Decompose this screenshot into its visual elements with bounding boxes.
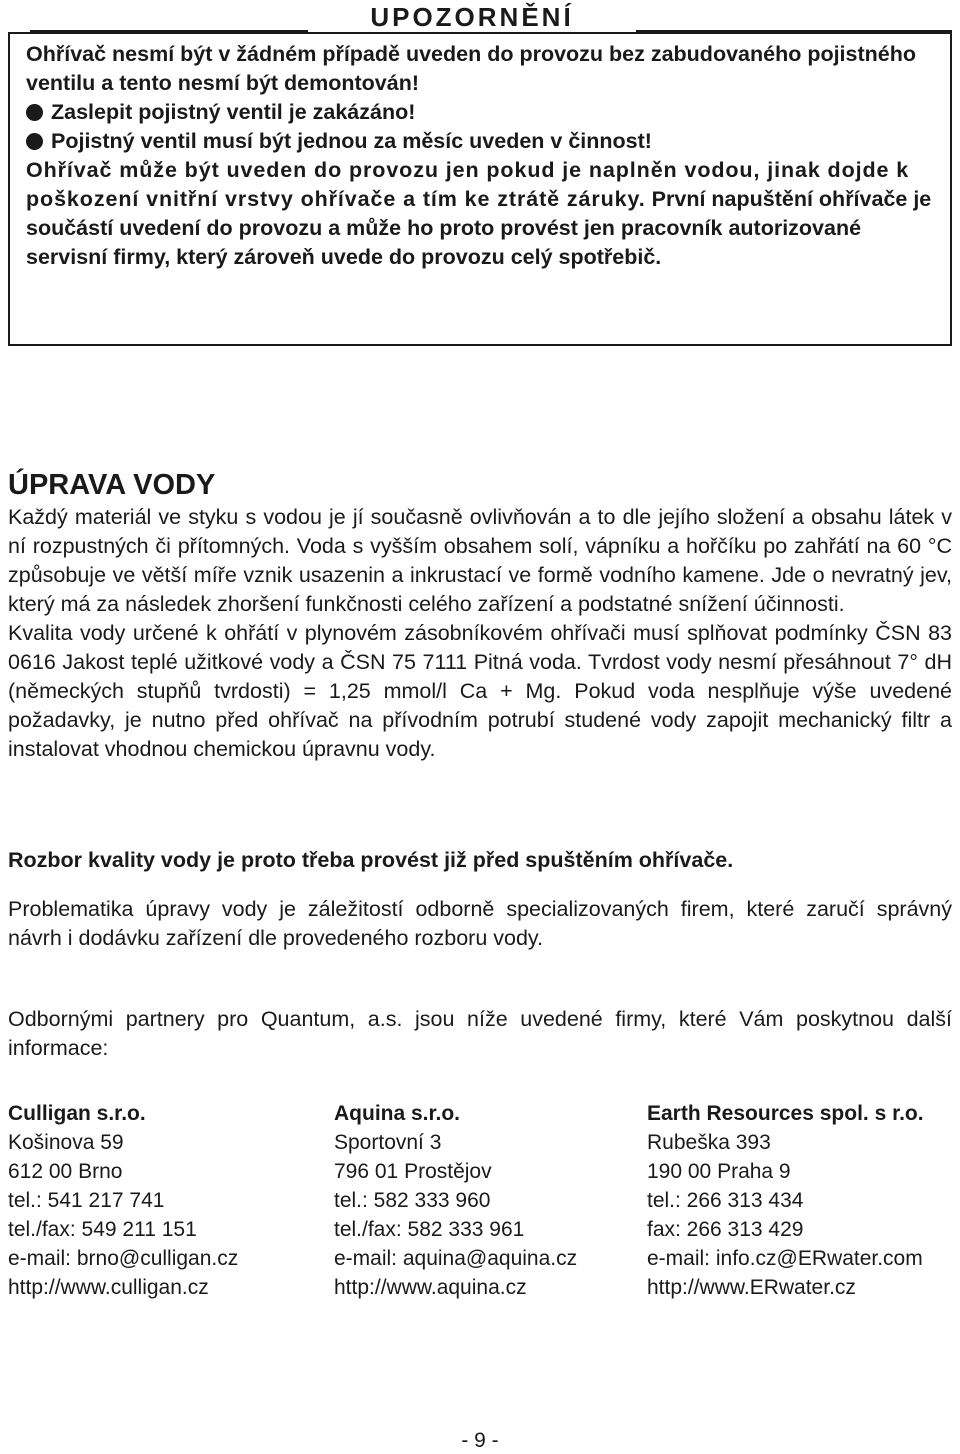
contact-email: e-mail: brno@culligan.cz <box>8 1247 239 1270</box>
warning-bullet-2-text: Pojistný ventil musí být jednou za měsíc uveden v činnost! <box>51 129 652 153</box>
warning-bullet-2 <box>26 127 936 156</box>
paragraph-2: Kvalita vody určené k ohřátí v plynovém zásobníkovém ohřívači musí splňovat podmínky ČSN 83 0616 Jakost teplé užitkové vody a ČSN 75 7111 Pitná voda. Tvrdost vody nesmí přesáhnout 7° dH (německých stupňů tvrdosti) = 1,25 mmol/l Ca + Mg. Pokud voda nesplňuje výše uvedené požadavky, je nutno před ohřívač na přívodním potrubí studené vody zapojit mechanický filtr a instalovat vhodnou chemickou úpravnu vody. <box>8 621 952 761</box>
contact-city: 612 00 Brno <box>8 1160 123 1183</box>
contact-earth-resources <box>647 1099 924 1302</box>
paragraph-4-block <box>8 1005 952 1063</box>
paragraph-4: Odbornými partnery pro Quantum, a.s. jsou níže uvedené firmy, které Vám poskytnou další informace: <box>8 1007 952 1060</box>
contact-street: Rubeška 393 <box>647 1131 771 1154</box>
contact-fax: tel./fax: 549 211 151 <box>8 1218 197 1241</box>
section-body <box>8 503 952 764</box>
contact-phone: tel.: 582 333 960 <box>334 1189 491 1212</box>
section-heading: ÚPRAVA VODY <box>8 469 216 501</box>
contact-web: http://www.ERwater.cz <box>647 1276 856 1299</box>
paragraph-1: Každý materiál ve styku s vodou je jí současně ovlivňován a to dle jejího složení a obsahu látek v ní rozpustných či přítomných. Voda s vyšším obsahem solí, vápníku a hořčíku po zahřátí na 60 °C způsobuje ve větší míře vznik usazenin a inkrustací ve formě vodního kamene. Jde o nevratný jev, který má za následek zhoršení funkčnosti celého zařízení a podstatné snížení účinnosti. <box>8 505 952 616</box>
bullet-icon <box>26 104 43 121</box>
contact-aquina <box>334 1099 577 1302</box>
contact-city: 190 00 Praha 9 <box>647 1160 791 1183</box>
contact-email: e-mail: info.cz@ERwater.com <box>647 1247 923 1270</box>
warning-paragraph-b: První napuštění ohřívače je součástí uvedení do provozu a může ho proto provést jen pracovník autorizované servisní firmy, který zároveň uvede do provozu celý spotřebič. <box>26 187 932 269</box>
paragraph-3-block <box>8 895 952 953</box>
contact-web: http://www.culligan.cz <box>8 1276 209 1299</box>
contact-fax: tel./fax: 582 333 961 <box>334 1218 525 1241</box>
contact-name: Culligan s.r.o. <box>8 1102 146 1125</box>
bold-note-block <box>8 846 952 875</box>
warning-title-row <box>0 2 960 32</box>
contact-email: e-mail: aquina@aquina.cz <box>334 1247 578 1270</box>
warning-paragraph <box>26 156 936 272</box>
paragraph-3: Problematika úpravy vody je záležitostí odborně specializovaných firem, které zaručí správný návrh i dodávku zařízení dle provedeného rozboru vody. <box>8 897 952 950</box>
contact-fax: fax: 266 313 429 <box>647 1218 804 1241</box>
bold-note: Rozbor kvality vody je proto třeba provést již před spuštěním ohřívače. <box>8 848 734 872</box>
warning-title: UPOZORNĚNÍ <box>370 2 574 32</box>
bullet-icon <box>26 133 43 150</box>
warning-bullet-1-text: Zaslepit pojistný ventil je zakázáno! <box>51 100 416 124</box>
contact-street: Košinova 59 <box>8 1131 124 1154</box>
contact-name: Earth Resources spol. s r.o. <box>647 1102 924 1125</box>
contact-culligan <box>8 1099 238 1302</box>
warning-box <box>8 32 952 346</box>
warning-paragraph-a: Ohřívač může být uveden do provozu jen pokud je naplněn vodou, jinak dojde k poškození vnitřní vrstvy ohřívače a tím ke ztrátě záruky. <box>26 158 910 211</box>
warning-line-1: Ohřívač nesmí být v žádném případě uveden do provozu bez zabudovaného pojistného ventilu a tento nesmí být demontován! <box>26 42 917 95</box>
contact-name: Aquina s.r.o. <box>334 1102 461 1125</box>
page-number: - 9 - <box>461 1429 499 1452</box>
contact-street: Sportovní 3 <box>334 1131 442 1154</box>
contact-city: 796 01 Prostějov <box>334 1160 492 1183</box>
warning-bullet-1 <box>26 98 936 127</box>
contact-phone: tel.: 541 217 741 <box>8 1189 165 1212</box>
contact-web: http://www.aquina.cz <box>334 1276 527 1299</box>
contact-phone: tel.: 266 313 434 <box>647 1189 804 1212</box>
